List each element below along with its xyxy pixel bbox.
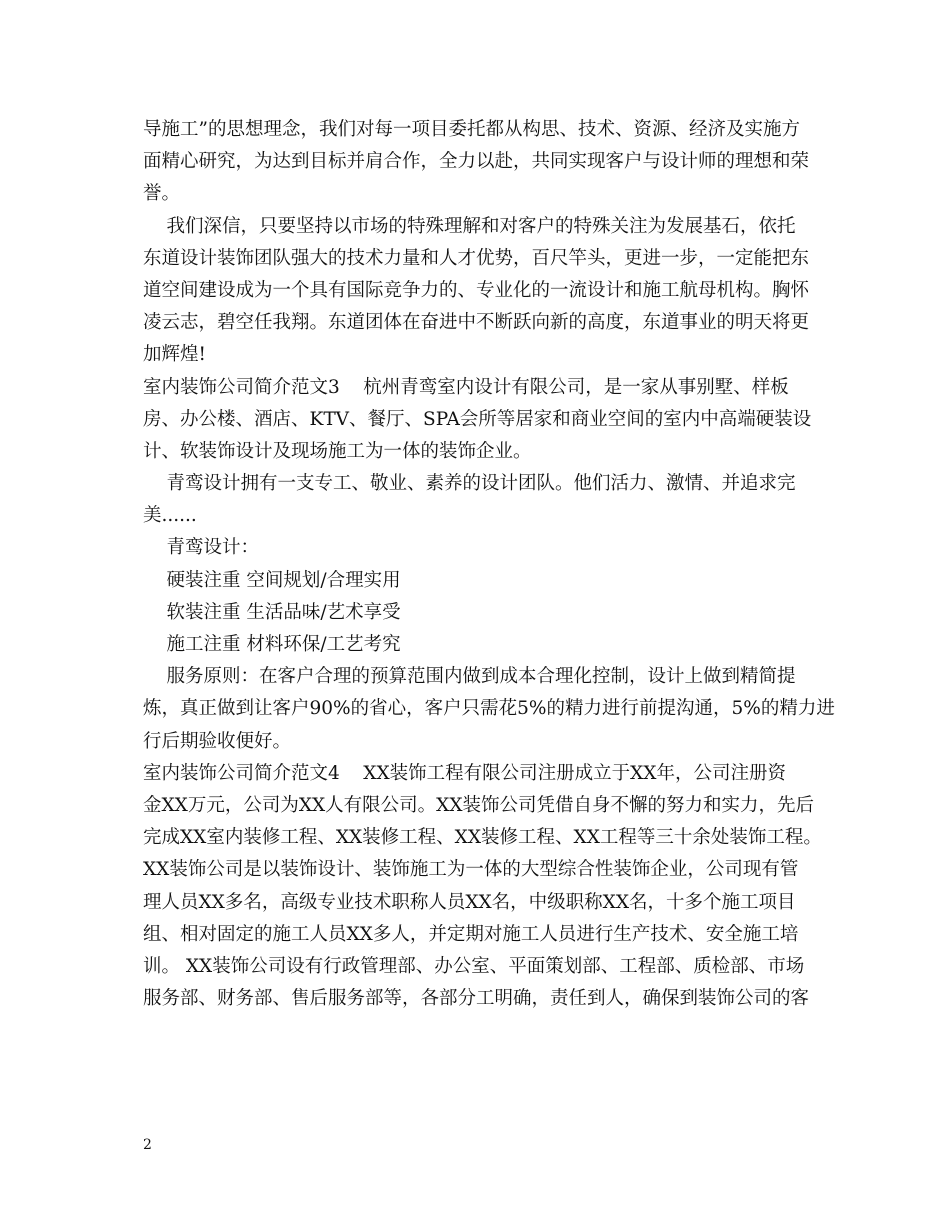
text-line: 凌云志，碧空任我翔。东道团体在奋进中不断跃向新的高度，东道事业的明天将更 (143, 312, 810, 334)
text-line: 服务部、财务部、售后服务部等，各部分工明确，责任到人，确保到装饰公司的客 (143, 988, 810, 1010)
body-text (143, 114, 835, 1015)
text-line: 服务原则：在客户合理的预算范围内做到成本合理化控制，设计上做到精简提 (143, 666, 796, 688)
text-line: 我们深信，只要坚持以市场的特殊理解和对客户的特殊关注为发展基石，依托 (143, 215, 796, 237)
section-heading-line: 室内装饰公司简介范文3 杭州青鸾室内设计有限公司，是一家从事别墅、样板 (143, 376, 789, 398)
text-line: 训。 XX装饰公司设有行政管理部、办公室、平面策划部、工程部、质检部、市场 (143, 955, 805, 977)
text-line: 道空间建设成为一个具有国际竞争力的、专业化的一流设计和施工航母机构。胸怀 (143, 279, 810, 301)
text-line: 软装注重 生活品味/艺术享受 (143, 601, 401, 623)
text-line: 硬装注重 空间规划/合理实用 (143, 569, 401, 591)
text-line: 组、相对固定的施工人员XX多人，并定期对施工人员进行生产技术、安全施工培 (143, 923, 799, 945)
text-line: XX装饰公司是以装饰设计、装饰施工为一体的大型综合性装饰企业，公司现有管 (143, 859, 799, 881)
section-heading-line: 室内装饰公司简介范文4 XX装饰工程有限公司注册成立于XX年，公司注册资 (143, 762, 786, 784)
text-line: 施工注重 材料环保/工艺考究 (143, 634, 401, 655)
text-line: 美...... (143, 505, 197, 527)
text-line: 东道设计装饰团队强大的技术力量和人才优势，百尺竿头，更进一步，一定能把东 (143, 247, 810, 269)
page-number: 2 (143, 1137, 152, 1153)
text-line: 行后期验收便好。 (143, 730, 292, 752)
text-line: 计、软装饰设计及现场施工为一体的装饰企业。 (143, 440, 532, 462)
text-line: 面精心研究，为达到目标并肩合作，全力以赴，共同实现客户与设计师的理想和荣 (143, 151, 810, 173)
text-line: 青鸾设计拥有一支专工、敬业、素养的设计团队。他们活力、激情、并追求完 (143, 473, 796, 495)
text-line: 炼，真正做到让客户90%的省心，客户只需花5%的精力进行前提沟通，5%的精力进 (143, 698, 835, 720)
text-line: 完成XX室内装修工程、XX装修工程、XX装修工程、XX工程等三十余处装饰工程。 (143, 827, 822, 849)
text-line: 房、办公楼、酒店、KTV、餐厅、SPA会所等居家和商业空间的室内中高端硬装设 (143, 408, 812, 430)
text-line: 金XX万元，公司为XX人有限公司。XX装饰公司凭借自身不懈的努力和实力，先后 (143, 794, 815, 816)
text-line: 导施工”的思想理念，我们对每一项目委托都从构思、技术、资源、经济及实施方 (143, 119, 800, 140)
text-line: 加辉煌! (143, 344, 206, 366)
text-line: 青鸾设计： (143, 537, 260, 559)
text-line: 誉。 (143, 183, 181, 205)
text-line: 理人员XX多名，高级专业技术职称人员XX名，中级职称XX名，十多个施工项目 (143, 891, 796, 913)
